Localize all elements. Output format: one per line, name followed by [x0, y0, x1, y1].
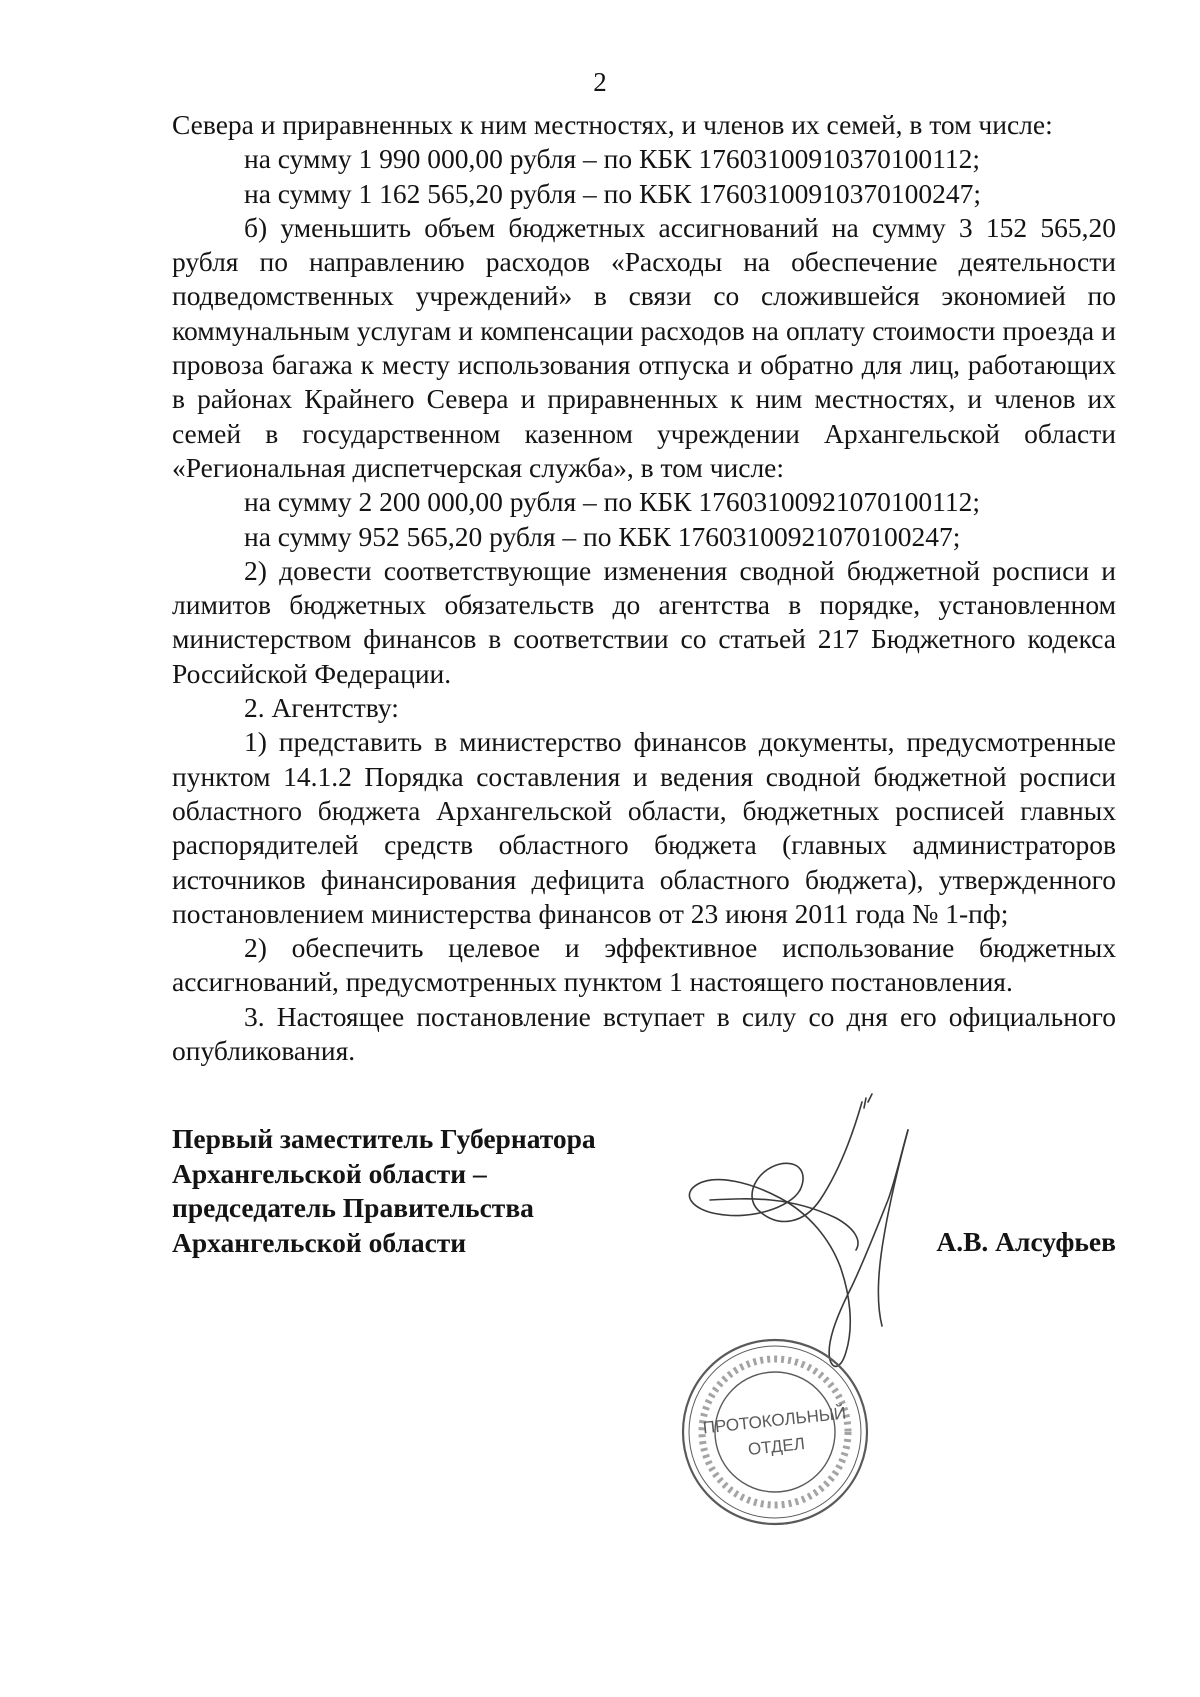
paragraph: 2) довести соответствующие изменения сводной бюджетной росписи и лимитов бюджетных обязательств до агентства в порядке, установленном министерством финансов в соответствии со статьей 217 Бюджетного кодекса Российской Федерации.	[172, 554, 1116, 689]
paragraph: на сумму 2 200 000,00 рубля – по КБК 17603100921070100112;	[244, 486, 980, 518]
paragraph: 2) обеспечить целевое и эффективное использование бюджетных ассигнований, предусмотренных пунктом 1 настоящего постановления.	[172, 932, 1116, 998]
signatory-position-line: Архангельской области	[172, 1226, 467, 1258]
stamp-line: ПРОТОКОЛЬНЫЙ	[701, 1403, 847, 1438]
signatory-position-line: Архангельской области –	[172, 1157, 487, 1189]
paragraph: на сумму 952 565,20 рубля – по КБК 17603100921070100247;	[244, 520, 961, 552]
stamp-line: ОТДЕЛ	[747, 1434, 806, 1459]
document-body	[172, 108, 1116, 1068]
paragraph: Севера и приравненных к ним местностях, и членов их семей, в том числе:	[172, 109, 1053, 140]
paragraph: б) уменьшить объем бюджетных ассигнований на сумму 3 152 565,20 рубля по направлению расходов «Расходы на обеспечение деятельности подведомственных учреждений» в связи со сложившейся экономией по коммунальным услугам и компенсации расходов на оплату стоимости проезда и провоза багажа к месту использования отпуска и обратно для лиц, работающих в районах Крайнего Севера и приравненных к ним местностях, и членов их семей в государственном казенном учреждении Архангельской области «Региональная диспетчерская служба», в том числе:	[172, 211, 1116, 483]
paragraph: 3. Настоящее постановление вступает в силу со дня его официального опубликования.	[172, 1000, 1116, 1067]
signatory-position-line: Первый заместитель Губернатора	[172, 1123, 596, 1154]
handwritten-signature	[689, 1094, 908, 1366]
stamp-center-text	[702, 1404, 847, 1459]
signatory-position	[172, 1122, 596, 1260]
signature-and-stamp	[640, 1090, 960, 1530]
paragraph: на сумму 1 990 000,00 рубля – по КБК 17603100910370100112;	[244, 143, 980, 175]
signatory-name: А.В. Алсуфьев	[936, 1226, 1116, 1257]
paragraph: 2. Агентству:	[244, 692, 399, 724]
page-number: 2	[593, 67, 607, 97]
paragraph: 1) представить в министерство финансов документы, предусмотренные пунктом 14.1.2 Порядка составления и ведения сводной бюджетной росписи областного бюджета Архангельской области, бюджетных росписей главных распорядителей средств областного бюджета (главных администраторов источников финансирования дефицита областного бюджета), утвержденного постановлением министерства финансов от 23 июня 2011 года № 1-пф;	[172, 726, 1116, 929]
signatory-position-line: председатель Правительства	[172, 1192, 534, 1224]
paragraph: на сумму 1 162 565,20 рубля – по КБК 17603100910370100247;	[244, 177, 981, 209]
